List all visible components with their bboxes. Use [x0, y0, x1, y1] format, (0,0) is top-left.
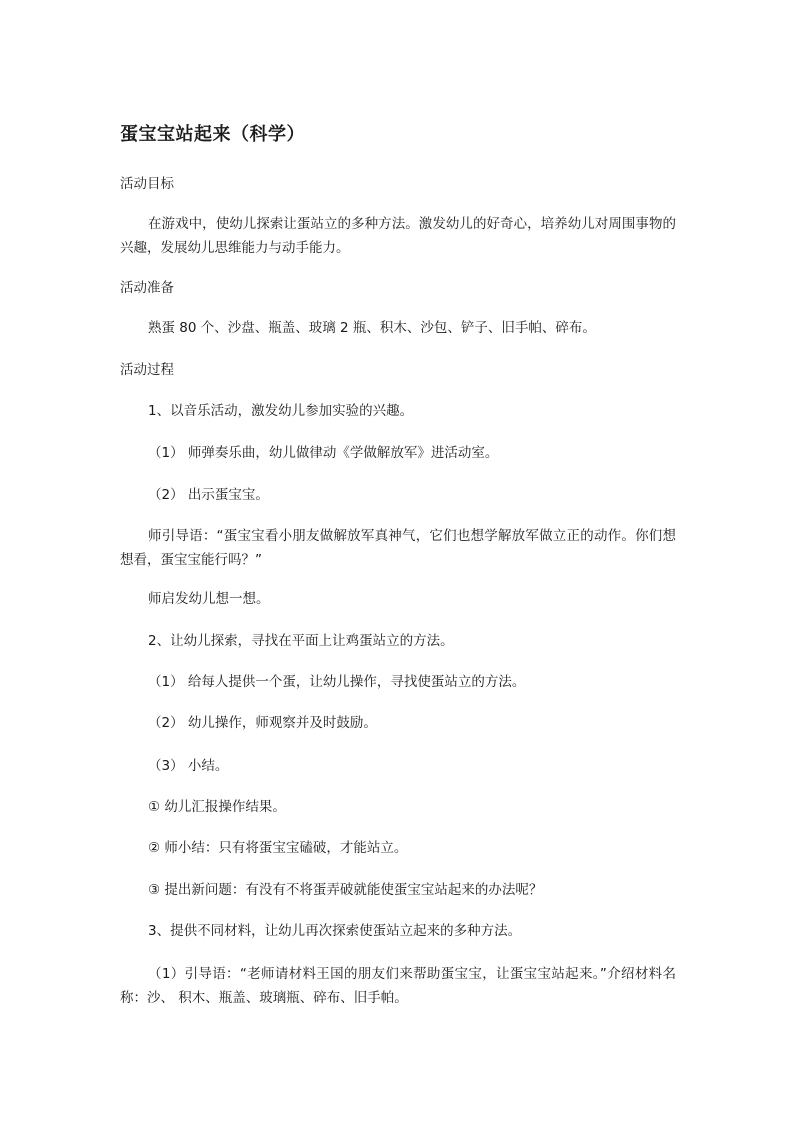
prep-paragraph: 熟蛋 80 个、沙盘、瓶盖、玻璃 2 瓶、积木、沙包、铲子、旧手帕、碎布。 [148, 320, 596, 336]
step-3: 3、提供不同材料，让幼儿再次探索使蛋站立起来的多种方法。 [148, 923, 522, 939]
summary-item-1: ① 幼儿汇报操作结果。 [148, 799, 286, 815]
section-heading-process: 活动过程 [120, 362, 174, 378]
document-title: 蛋宝宝站起来（科学） [120, 124, 305, 145]
step-1-item-2: （2） 出示蛋宝宝。 [148, 487, 269, 503]
step-3-item-1: （1）引导语：“老师请材料王国的朋友们来帮助蛋宝宝，让蛋宝宝站起来。”介绍材料名称：沙、 积木、瓶盖、玻璃瓶、碎布、旧手帕。 [120, 966, 676, 1006]
step-1-item-1: （1） 师弹奏乐曲，幼儿做律动《学做解放军》进活动室。 [148, 445, 499, 461]
inspire-line: 师启发幼儿想一想。 [148, 591, 270, 607]
goal-paragraph: 在游戏中，使幼儿探索让蛋站立的多种方法。激发幼儿的好奇心，培养幼儿对周围事物的兴趣，发展幼儿思维能力与动手能力。 [120, 216, 676, 256]
step-2-item-2: （2） 幼儿操作，师观察并及时鼓励。 [148, 715, 377, 731]
step-1: 1、以音乐活动，激发幼儿参加实验的兴趣。 [148, 403, 414, 419]
summary-item-3: ③ 提出新问题：有没有不将蛋弄破就能使蛋宝宝站起来的办法呢？ [148, 882, 543, 898]
section-heading-prep: 活动准备 [120, 280, 174, 296]
section-heading-goal: 活动目标 [120, 176, 174, 192]
step-2-item-1: （1） 给每人提供一个蛋，让幼儿操作，寻找使蛋站立的方法。 [148, 674, 526, 690]
summary-item-2: ② 师小结：只有将蛋宝宝磕破，才能站立。 [148, 840, 408, 856]
guide-quote-1: 师引导语：“蛋宝宝看小朋友做解放军真神气，它们也想学解放军做立正的动作。你们想想看，蛋宝宝能行吗？” [120, 528, 676, 568]
step-2: 2、让幼儿探索，寻找在平面上让鸡蛋站立的方法。 [148, 633, 454, 649]
step-2-item-3: （3） 小结。 [148, 758, 229, 774]
